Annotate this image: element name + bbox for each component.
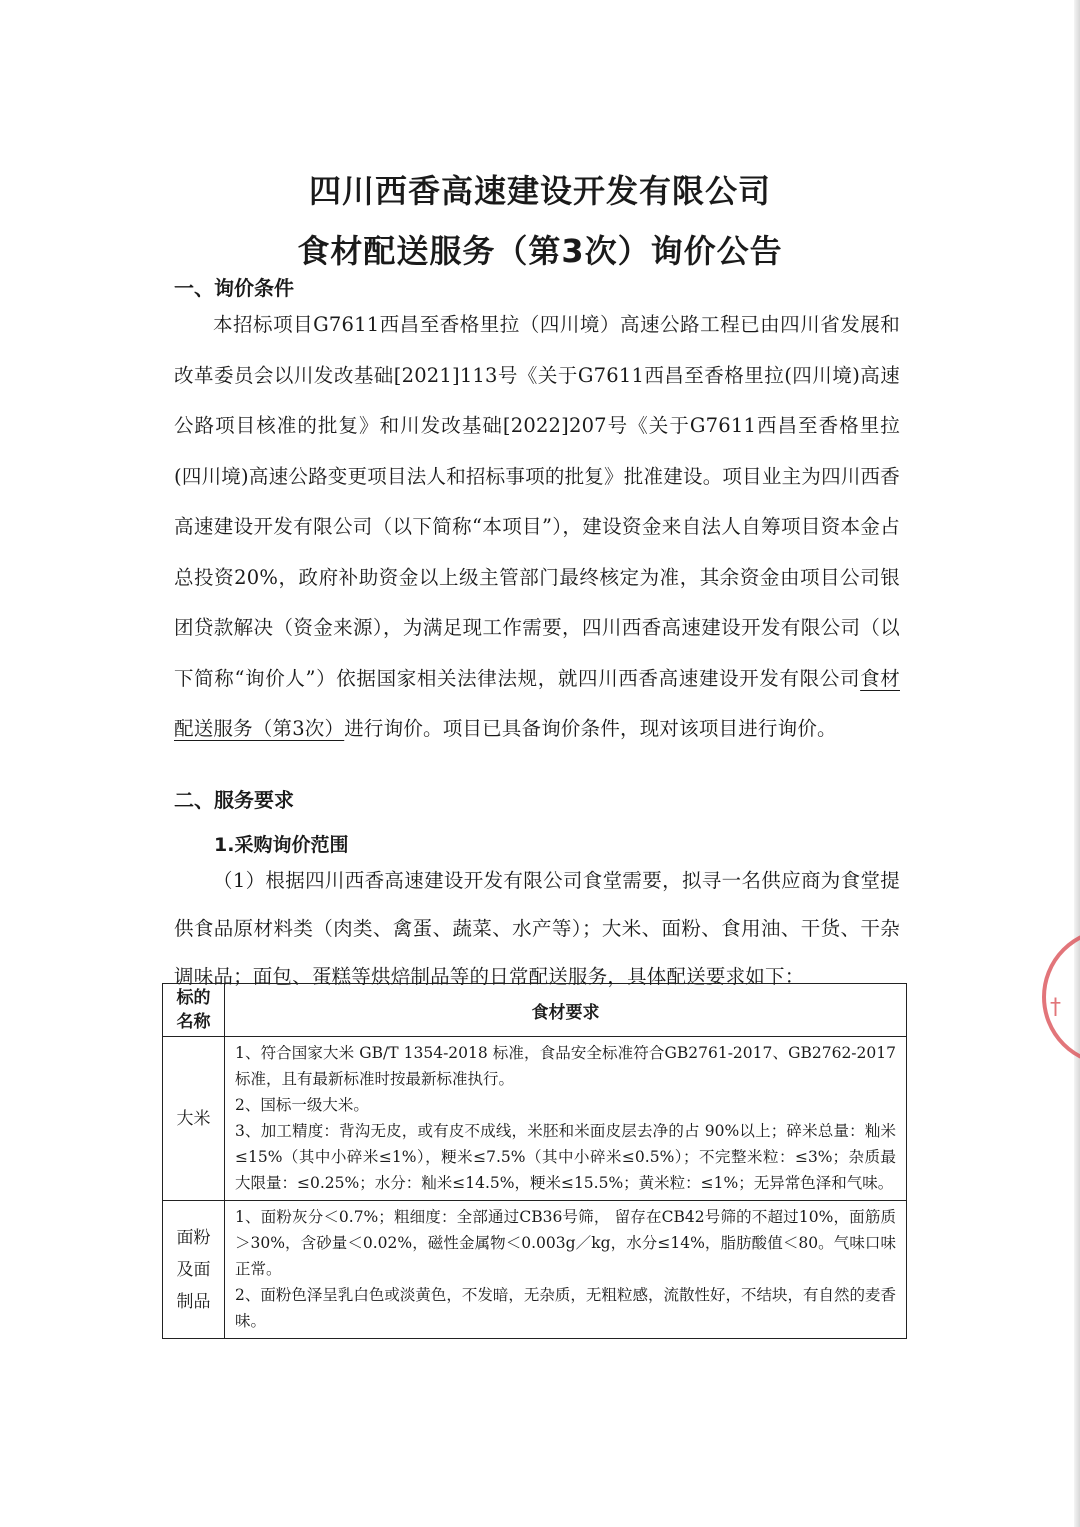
- requirement-line: 3、加工精度：背沟无皮，或有皮不成线，米胚和米面皮层去净的占 90%以上；碎米总量：籼米≤15%（其中小碎米≤1%），粳米≤7.5%（其中小碎米≤0.5%）；不完整米粒：≤3%；杂质最大限量：≤0.25%；水分：籼米≤14.5%，粳米≤15.5%；黄米粒：≤1%；无异常色泽和气味。: [235, 1122, 896, 1192]
- inquiry-conditions-paragraph: [174, 300, 900, 755]
- row-name-line: 及面: [176, 1259, 211, 1280]
- requirement-line: 1、面粉灰分＜0.7%；粗细度：全部通过CB36号筛， 留存在CB42号筛的不超过10%，面筋质＞30%，含砂量＜0.02%，磁性金属物＜0.003g／kg，水分≤14%，脂肪酸值＜80。气味口味正常。: [235, 1208, 896, 1278]
- requirement-line: 1、符合国家大米 GB/T 1354-2018 标准，食品安全标准符合GB2761-2017、GB2762-2017标准，且有最新标准时按最新标准执行。: [235, 1044, 896, 1088]
- table-row: [163, 1201, 907, 1339]
- row-name-line: 面粉: [176, 1227, 211, 1248]
- row-item-name: 大米: [163, 1037, 225, 1201]
- row-name-line: 制品: [176, 1291, 211, 1312]
- header-name-line: 名称: [176, 1012, 211, 1032]
- title-notice: 食材配送服务（第3次）询价公告: [297, 232, 783, 270]
- scope-paragraph: （1）根据四川西香高速建设开发有限公司食堂需要，拟寻一名供应商为食堂提供食品原材料类（肉类、禽蛋、蔬菜、水产等）；大米、面粉、食用油、干货、干杂调味品；面包、蛋糕等烘焙制品等的日常配送服务，具体配送要求如下：: [174, 869, 900, 988]
- section-heading-inquiry-conditions: 一、询价条件: [174, 276, 294, 300]
- food-requirements-table: [162, 983, 907, 1339]
- subsection-heading-scope: 1.采购询价范围: [214, 834, 349, 856]
- paragraph-text-part-b: 进行询价。项目已具备询价条件，现对该项目进行询价。: [344, 717, 837, 740]
- requirement-line: 2、面粉色泽呈乳白色或淡黄色，不发暗，无杂质，无粗粒感，流散性好，不结块，有自然的麦香味。: [235, 1286, 896, 1330]
- project-name-underlined: 食材配送服务（第3次）: [174, 666, 900, 740]
- table-row: [163, 1037, 907, 1201]
- header-item-name: [163, 984, 225, 1037]
- row-item-name: [163, 1201, 225, 1339]
- seal-stamp-mark: †: [1050, 995, 1061, 1020]
- header-name-line: 标的: [176, 988, 211, 1008]
- row-requirements: [225, 1037, 907, 1201]
- table-header-row: [163, 984, 907, 1037]
- requirement-line: 2、国标一级大米。: [235, 1096, 369, 1114]
- red-seal-stamp: [1042, 928, 1080, 1066]
- title-company: 四川西香高速建设开发有限公司: [308, 172, 771, 210]
- header-food-requirements: 食材要求: [225, 984, 907, 1037]
- section-heading-service-requirements: 二、服务要求: [174, 788, 294, 812]
- paragraph-text-part-a: 本招标项目G7611西昌至香格里拉（四川境）高速公路工程已由四川省发展和改革委员会以川发改基础[2021]113号《关于G7611西昌至香格里拉(四川境)高速公路项目核准的批复》和川发改基础[2022]207号《关于G7611西昌至香格里拉(四川境)高速公路变更项目法人和招标事项的批复》批准建设。项目业主为四川西香高速建设开发有限公司（以下简称“本项目”），建设资金来自法人自筹项目资本金占总投资20%，政府补助资金以上级主管部门最终核定为准，其余资金由项目公司银团贷款解决（资金来源），为满足现工作需要，四川西香高速建设开发有限公司（以下简称“询价人”）依据国家相关法律法规，就四川西香高速建设开发有限公司: [174, 313, 900, 690]
- row-requirements: [225, 1201, 907, 1339]
